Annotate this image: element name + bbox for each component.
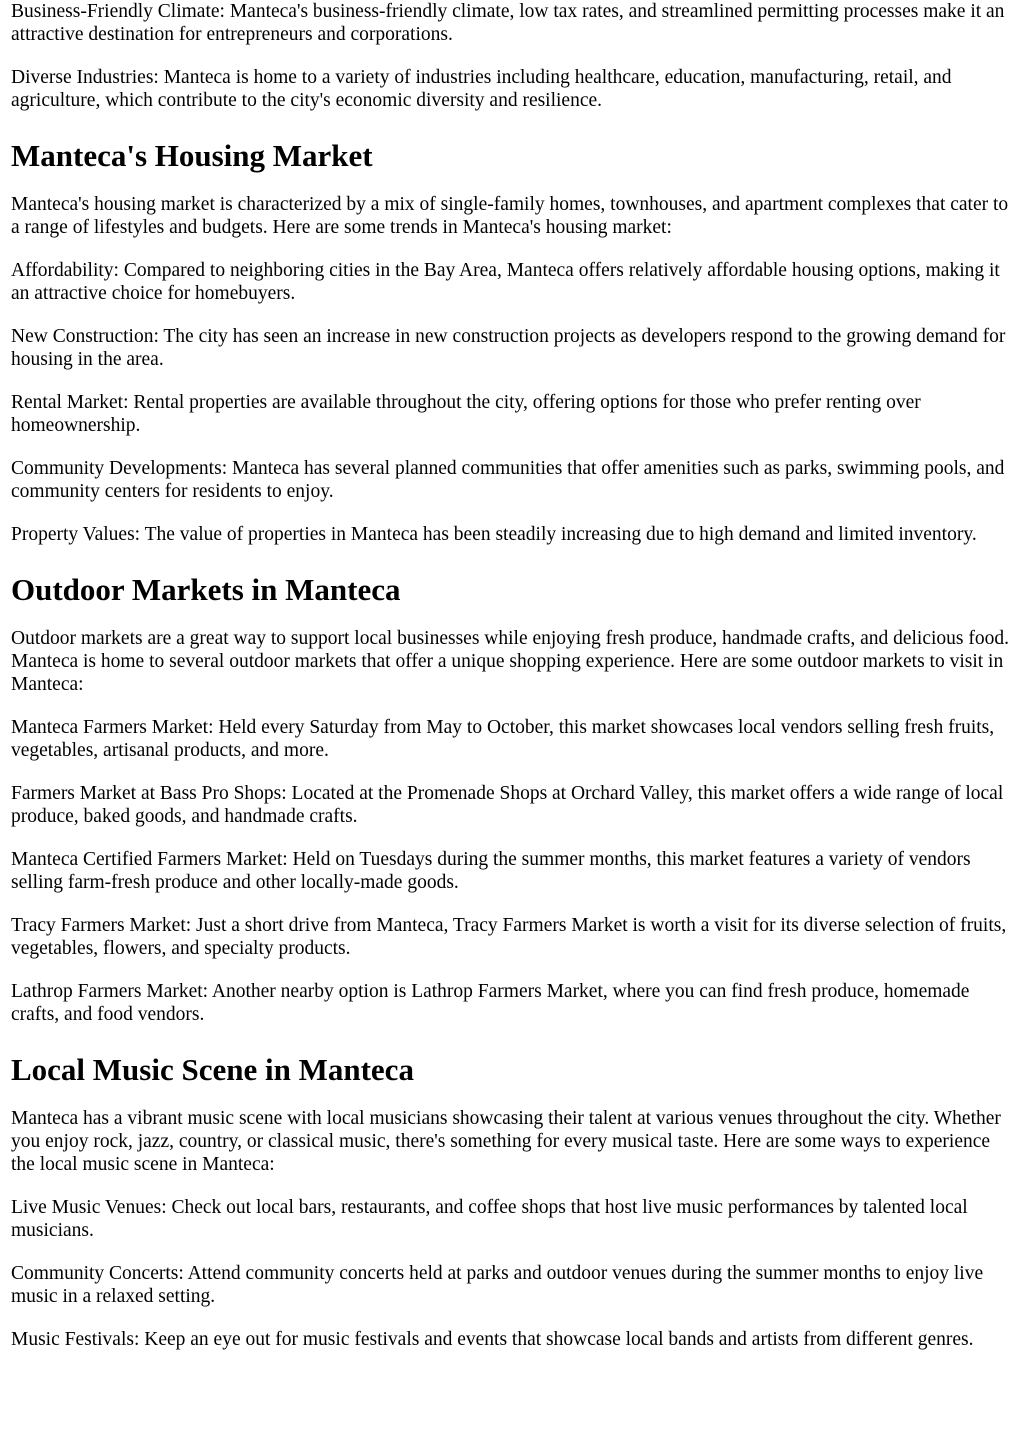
paragraph: Manteca Farmers Market: Held every Saturday from May to October, this market showcases local vendors selling fresh fruits, vegetables, artisanal products, and more. bbox=[11, 717, 995, 761]
section-heading: Outdoor Markets in Manteca bbox=[11, 572, 401, 607]
paragraph: Live Music Venues: Check out local bars, restaurants, and coffee shops that host live music performances by talented local musicians. bbox=[11, 1197, 968, 1241]
paragraph: Business-Friendly Climate: Manteca's business-friendly climate, low tax rates, and streamlined permitting processes make it an attractive destination for entrepreneurs and corporations. bbox=[11, 1, 1005, 45]
section-local-music bbox=[11, 1052, 1013, 1351]
section-heading: Local Music Scene in Manteca bbox=[11, 1052, 414, 1087]
paragraph: Community Developments: Manteca has several planned communities that offer amenities such as parks, swimming pools, and community centers for residents to enjoy. bbox=[11, 458, 1005, 502]
paragraph: Music Festivals: Keep an eye out for music festivals and events that showcase local bands and artists from different genres. bbox=[11, 1329, 974, 1350]
section-economy-continued bbox=[11, 0, 1013, 112]
paragraph: Farmers Market at Bass Pro Shops: Located at the Promenade Shops at Orchard Valley, this market offers a wide range of local produce, baked goods, and handmade crafts. bbox=[11, 783, 1004, 827]
paragraph: Property Values: The value of properties in Manteca has been steadily increasing due to high demand and limited inventory. bbox=[11, 524, 977, 545]
paragraph: New Construction: The city has seen an increase in new construction projects as developers respond to the growing demand for housing in the area. bbox=[11, 326, 1006, 370]
paragraph: Manteca Certified Farmers Market: Held on Tuesdays during the summer months, this market features a variety of vendors selling farm-fresh produce and other locally-made goods. bbox=[11, 849, 971, 893]
paragraph: Manteca has a vibrant music scene with local musicians showcasing their talent at various venues throughout the city. Whether you enjoy rock, jazz, country, or classical music, there's something for every musical taste. Here are some ways to experience the local music scene in Manteca: bbox=[11, 1108, 1001, 1175]
section-housing-market bbox=[11, 138, 1013, 546]
section-heading: Manteca's Housing Market bbox=[11, 138, 373, 173]
paragraph: Rental Market: Rental properties are available throughout the city, offering options for those who prefer renting over homeownership. bbox=[11, 392, 921, 436]
paragraph: Affordability: Compared to neighboring cities in the Bay Area, Manteca offers relatively affordable housing options, making it an attractive choice for homebuyers. bbox=[11, 260, 1000, 304]
paragraph: Manteca's housing market is characterized by a mix of single-family homes, townhouses, and apartment complexes that cater to a range of lifestyles and budgets. Here are some trends in Manteca's housing market: bbox=[11, 194, 1009, 238]
paragraph: Outdoor markets are a great way to support local businesses while enjoying fresh produce, handmade crafts, and delicious food. Manteca is home to several outdoor markets that offer a unique shopping experience. Here are some outdoor markets to visit in Manteca: bbox=[11, 628, 1009, 695]
paragraph: Lathrop Farmers Market: Another nearby option is Lathrop Farmers Market, where you can find fresh produce, homemade crafts, and food vendors. bbox=[11, 981, 970, 1025]
paragraph: Community Concerts: Attend community concerts held at parks and outdoor venues during the summer months to enjoy live music in a relaxed setting. bbox=[11, 1263, 984, 1307]
paragraph: Diverse Industries: Manteca is home to a variety of industries including healthcare, education, manufacturing, retail, and agriculture, which contribute to the city's economic diversity and resilience. bbox=[11, 67, 952, 111]
section-outdoor-markets bbox=[11, 572, 1013, 1026]
paragraph: Tracy Farmers Market: Just a short drive from Manteca, Tracy Farmers Market is worth a visit for its diverse selection of fruits, vegetables, flowers, and specialty products. bbox=[11, 915, 1007, 959]
